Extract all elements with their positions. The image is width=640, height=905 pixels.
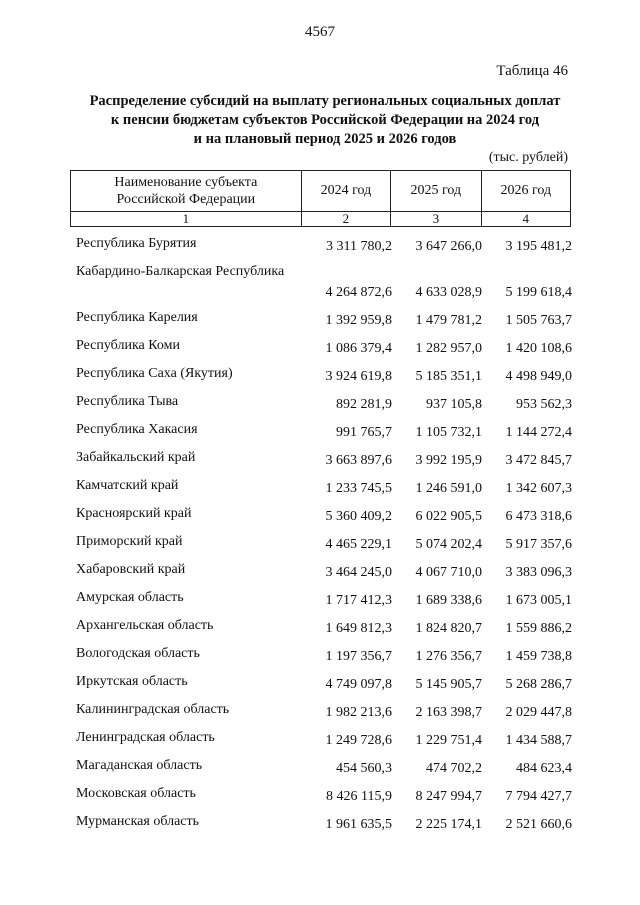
table-row xyxy=(76,361,576,389)
table-row xyxy=(76,445,576,473)
title-line-2: к пенсии бюджетам субъектов Российской Федерации на 2024 год xyxy=(110,112,540,128)
table-row xyxy=(76,473,576,501)
value-2026: 1 144 272,4 xyxy=(505,425,572,440)
value-2025: 1 229 751,4 xyxy=(415,733,482,748)
region-name: Забайкальский край xyxy=(76,450,196,465)
value-2026: 1 420 108,6 xyxy=(505,341,572,356)
table-row xyxy=(76,259,576,305)
value-2025: 3 992 195,9 xyxy=(415,453,482,468)
value-2026: 3 195 481,2 xyxy=(505,239,572,254)
value-2024: 991 765,7 xyxy=(336,425,392,440)
value-2026: 1 505 763,7 xyxy=(505,313,572,328)
value-2026: 5 917 357,6 xyxy=(505,537,572,552)
value-2026: 953 562,3 xyxy=(516,397,572,412)
table-row xyxy=(76,753,576,781)
table-row xyxy=(76,231,576,259)
value-2026: 2 029 447,8 xyxy=(505,705,572,720)
header-2025: 2025 год xyxy=(391,171,481,212)
region-name: Республика Хакасия xyxy=(76,422,198,437)
region-name: Камчатский край xyxy=(76,478,179,493)
value-2024: 8 426 115,9 xyxy=(326,789,392,804)
column-number-3: 3 xyxy=(391,212,481,227)
value-2025: 1 479 781,2 xyxy=(415,313,482,328)
value-2024: 1 249 728,6 xyxy=(325,733,392,748)
value-2026: 4 498 949,0 xyxy=(505,369,572,384)
header-name-cell xyxy=(71,171,302,212)
value-2025: 1 824 820,7 xyxy=(415,621,482,636)
value-2026: 1 559 886,2 xyxy=(505,621,572,636)
region-name: Архангельская область xyxy=(76,618,214,633)
table-row xyxy=(76,613,576,641)
header-name-line-2: Российской Федерации xyxy=(116,192,256,207)
table-header xyxy=(70,170,571,227)
value-2024: 3 464 245,0 xyxy=(325,565,392,580)
table-row xyxy=(76,585,576,613)
region-name: Иркутская область xyxy=(76,674,188,689)
region-name: Республика Карелия xyxy=(76,310,198,325)
value-2025: 1 689 338,6 xyxy=(415,593,482,608)
column-number-1: 1 xyxy=(71,212,302,227)
value-2025: 1 105 732,1 xyxy=(415,425,482,440)
table-row xyxy=(76,305,576,333)
region-name: Амурская область xyxy=(76,590,184,605)
value-2024: 3 663 897,6 xyxy=(325,453,392,468)
value-2025: 2 163 398,7 xyxy=(415,705,482,720)
region-name: Вологодская область xyxy=(76,646,200,661)
title-line-3: и на плановый период 2025 и 2026 годов xyxy=(193,131,457,147)
region-name: Московская область xyxy=(76,786,196,801)
document-title xyxy=(60,92,590,149)
value-2025: 1 246 591,0 xyxy=(415,481,482,496)
value-2024: 1 197 356,7 xyxy=(325,649,392,664)
value-2026: 1 342 607,3 xyxy=(505,481,572,496)
value-2024: 454 560,3 xyxy=(336,761,392,776)
column-number-4: 4 xyxy=(481,212,570,227)
table-label: Таблица 46 xyxy=(496,63,568,79)
value-2025: 5 074 202,4 xyxy=(415,537,482,552)
table-row xyxy=(76,669,576,697)
page-number: 4567 xyxy=(305,24,335,40)
title-line-1: Распределение субсидий на выплату региональных социальных доплат xyxy=(89,93,561,109)
table-body xyxy=(76,231,576,837)
value-2024: 1 233 745,5 xyxy=(325,481,392,496)
region-name: Мурманская область xyxy=(76,814,200,829)
header-row xyxy=(71,171,571,212)
value-2026: 6 473 318,6 xyxy=(505,509,572,524)
value-2025: 1 282 957,0 xyxy=(415,341,482,356)
value-2025: 4 067 710,0 xyxy=(415,565,482,580)
units-label: (тыс. рублей) xyxy=(488,150,568,165)
value-2025: 8 247 994,7 xyxy=(415,789,482,804)
column-number-row xyxy=(71,212,571,227)
value-2026: 1 434 588,7 xyxy=(505,733,572,748)
header-2026: 2026 год xyxy=(481,171,570,212)
header-2024: 2024 год xyxy=(301,171,390,212)
value-2024: 3 311 780,2 xyxy=(326,239,392,254)
value-2024: 4 264 872,6 xyxy=(325,285,392,300)
value-2026: 5 199 618,4 xyxy=(505,285,572,300)
region-name: Приморский край xyxy=(76,534,183,549)
region-name: Хабаровский край xyxy=(76,562,186,577)
table-row xyxy=(76,389,576,417)
value-2025: 2 225 174,1 xyxy=(415,817,482,832)
value-2026: 2 521 660,6 xyxy=(505,817,572,832)
region-name: Красноярский край xyxy=(76,506,192,521)
table-row xyxy=(76,641,576,669)
value-2025: 5 185 351,1 xyxy=(415,369,482,384)
table-row xyxy=(76,725,576,753)
value-2024: 1 392 959,8 xyxy=(325,313,392,328)
table-row xyxy=(76,501,576,529)
value-2026: 5 268 286,7 xyxy=(505,677,572,692)
column-number-2: 2 xyxy=(301,212,390,227)
region-name: Республика Тыва xyxy=(76,394,179,409)
table-row xyxy=(76,557,576,585)
value-2026: 3 383 096,3 xyxy=(505,565,572,580)
value-2026: 484 623,4 xyxy=(516,761,572,776)
region-name: Республика Саха (Якутия) xyxy=(76,366,233,381)
value-2024: 1 982 213,6 xyxy=(325,705,392,720)
value-2025: 3 647 266,0 xyxy=(415,239,482,254)
value-2024: 892 281,9 xyxy=(336,397,392,412)
value-2024: 5 360 409,2 xyxy=(325,509,392,524)
region-name: Магаданская область xyxy=(76,758,203,773)
value-2025: 6 022 905,5 xyxy=(415,509,482,524)
value-2025: 474 702,2 xyxy=(426,761,482,776)
value-2024: 1 086 379,4 xyxy=(325,341,392,356)
value-2026: 7 794 427,7 xyxy=(505,789,572,804)
value-2025: 1 276 356,7 xyxy=(415,649,482,664)
table-row xyxy=(76,781,576,809)
value-2026: 3 472 845,7 xyxy=(505,453,572,468)
region-name: Республика Коми xyxy=(76,338,180,353)
table-row xyxy=(76,529,576,557)
value-2025: 4 633 028,9 xyxy=(415,285,482,300)
table-row xyxy=(76,809,576,837)
header-name-line-1: Наименование субъекта xyxy=(114,175,258,190)
table-row xyxy=(76,333,576,361)
region-name: Ленинградская область xyxy=(76,730,215,745)
region-name: Кабардино-Балкарская Республика xyxy=(76,264,285,279)
table-row xyxy=(76,697,576,725)
value-2026: 1 673 005,1 xyxy=(505,593,572,608)
value-2025: 5 145 905,7 xyxy=(415,677,482,692)
value-2024: 3 924 619,8 xyxy=(325,369,392,384)
value-2024: 1 649 812,3 xyxy=(325,621,392,636)
value-2025: 937 105,8 xyxy=(426,397,482,412)
value-2024: 4 465 229,1 xyxy=(325,537,392,552)
table-row xyxy=(76,417,576,445)
value-2026: 1 459 738,8 xyxy=(505,649,572,664)
region-name: Республика Бурятия xyxy=(76,236,197,251)
value-2024: 1 961 635,5 xyxy=(325,817,392,832)
value-2024: 4 749 097,8 xyxy=(325,677,392,692)
region-name: Калининградская область xyxy=(76,702,230,717)
value-2024: 1 717 412,3 xyxy=(325,593,392,608)
